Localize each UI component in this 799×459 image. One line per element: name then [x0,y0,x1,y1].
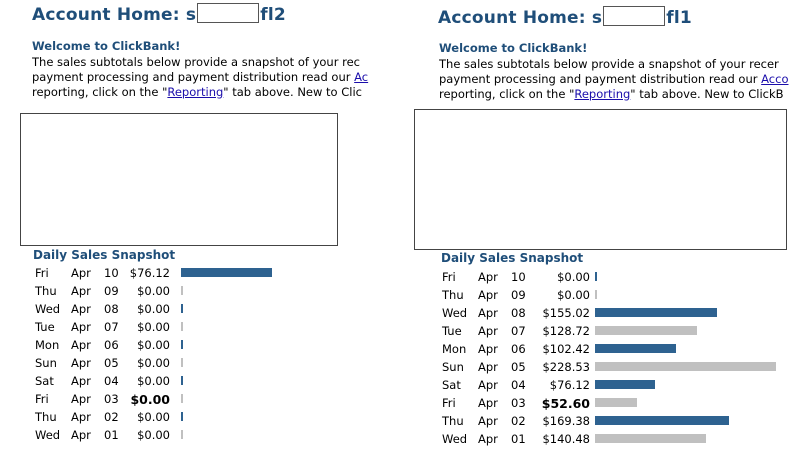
sales-row [442,358,797,376]
row-month: Apr [71,392,91,406]
row-date: 05 [511,360,526,374]
intro-line [439,72,799,87]
row-month: Apr [478,324,498,338]
row-amount: $52.60 [541,396,590,411]
row-day: Sun [442,360,464,374]
sales-bar [181,376,183,385]
snapshot-title: Daily Sales Snapshot [441,251,584,265]
row-day: Tue [442,324,462,338]
row-day: Sat [442,378,461,392]
row-day: Mon [442,342,467,356]
row-month: Apr [71,320,91,334]
sales-bar [181,304,183,313]
page-title [438,8,692,28]
row-month: Apr [71,266,91,280]
row-amount: $0.00 [130,392,170,407]
row-date: 10 [104,266,119,280]
chart-placeholder-box [414,109,787,250]
row-month: Apr [478,306,498,320]
row-date: 10 [511,270,526,284]
row-amount: $76.12 [129,266,170,280]
intro-text [32,55,370,100]
sales-bar [595,398,637,407]
row-month: Apr [71,410,91,424]
intro-line: The sales subtotals below provide a snapshot of your recer [439,57,779,71]
row-day: Mon [35,338,60,352]
snapshot-title: Daily Sales Snapshot [33,248,176,262]
sales-row [35,282,365,300]
row-day: Thu [35,410,57,424]
row-month: Apr [71,302,91,316]
row-date: 02 [511,414,526,428]
intro-line: The sales subtotals below provide a snapshot of your rec [32,55,360,69]
redacted-username [197,3,259,23]
row-amount: $0.00 [137,410,170,424]
daily-sales-list [35,264,365,444]
row-month: Apr [478,270,498,284]
sales-bar [595,326,697,335]
row-day: Sun [35,356,57,370]
row-amount: $155.02 [542,306,590,320]
sales-bar [181,358,183,367]
row-amount: $140.48 [542,432,590,446]
sales-bar [181,268,272,277]
chart-placeholder-box [20,113,338,246]
row-date: 04 [104,374,119,388]
row-date: 01 [104,428,119,442]
row-day: Wed [442,306,468,320]
redacted-username [603,6,665,26]
sales-row [442,340,797,358]
sales-row [35,336,365,354]
row-day: Thu [35,284,57,298]
row-date: 01 [511,432,526,446]
row-day: Fri [35,392,49,406]
sales-row [442,268,797,286]
row-month: Apr [478,414,498,428]
sales-row [442,322,797,340]
account-link[interactable]: Ac [354,70,369,84]
intro-text-segment: payment processing and payment distribution read our [32,70,355,84]
title-suffix: fl1 [666,8,692,28]
intro-text-segment: payment processing and payment distribution read our [439,72,762,86]
title-prefix: Account Home: s [32,5,197,25]
daily-sales-list [442,268,797,448]
reporting-link[interactable]: Reporting [574,87,631,101]
sales-row [35,354,365,372]
row-day: Sat [35,374,54,388]
title-suffix: fl2 [260,5,286,25]
row-day: Wed [442,432,468,446]
sales-row [35,408,365,426]
account-panel-left [0,0,372,459]
row-day: Thu [442,414,464,428]
sales-row [442,394,797,412]
row-month: Apr [478,396,498,410]
row-month: Apr [478,288,498,302]
row-amount: $169.38 [542,414,590,428]
row-day: Wed [35,428,61,442]
row-date: 06 [511,342,526,356]
sales-row [35,300,365,318]
welcome-heading: Welcome to ClickBank! [439,41,588,55]
row-month: Apr [71,374,91,388]
row-amount: $0.00 [137,428,170,442]
sales-row [442,412,797,430]
sales-bar [595,272,597,281]
row-date: 07 [104,320,119,334]
row-month: Apr [71,284,91,298]
row-date: 03 [511,396,526,410]
sales-row [35,390,365,408]
row-month: Apr [478,360,498,374]
row-amount: $0.00 [557,270,590,284]
row-day: Thu [442,288,464,302]
sales-bar [181,412,183,421]
row-amount: $0.00 [557,288,590,302]
row-month: Apr [71,428,91,442]
row-amount: $102.42 [542,342,590,356]
sales-row [442,286,797,304]
intro-line [439,87,799,102]
sales-bar [181,286,183,295]
sales-row [35,264,365,282]
row-amount: $0.00 [137,320,170,334]
page-title [32,5,286,25]
row-day: Fri [442,270,456,284]
row-day: Fri [35,266,49,280]
row-month: Apr [478,342,498,356]
intro-text-segment: reporting, click on the " [32,85,168,99]
intro-text-segment: " tab above. New to Clic [223,85,362,99]
sales-bar [595,416,729,425]
row-amount: $0.00 [137,374,170,388]
sales-bar [595,380,655,389]
row-amount: $0.00 [137,356,170,370]
row-amount: $0.00 [137,284,170,298]
account-link[interactable]: Acco [761,72,789,86]
intro-text [439,57,799,102]
sales-bar [181,394,183,403]
sales-bar [595,434,706,443]
welcome-heading: Welcome to ClickBank! [32,39,181,53]
row-date: 07 [511,324,526,338]
sales-bar [181,322,183,331]
sales-row [35,372,365,390]
row-amount: $0.00 [137,338,170,352]
sales-bar [181,430,183,439]
title-prefix: Account Home: s [438,8,603,28]
row-day: Fri [442,396,456,410]
intro-line [32,85,370,100]
sales-bar [595,344,676,353]
sales-row [442,304,797,322]
row-day: Tue [35,320,55,334]
row-date: 09 [511,288,526,302]
row-date: 02 [104,410,119,424]
account-panel-right [406,0,799,459]
reporting-link[interactable]: Reporting [167,85,224,99]
row-date: 09 [104,284,119,298]
sales-bar [595,362,776,371]
row-month: Apr [71,356,91,370]
row-date: 06 [104,338,119,352]
intro-line [32,70,370,85]
row-amount: $128.72 [542,324,590,338]
row-month: Apr [478,378,498,392]
row-month: Apr [478,432,498,446]
row-date: 05 [104,356,119,370]
row-date: 03 [104,392,119,406]
row-amount: $76.12 [549,378,590,392]
row-day: Wed [35,302,61,316]
sales-bar [595,290,597,299]
sales-row [442,376,797,394]
sales-row [442,430,797,448]
intro-text-segment: " tab above. New to ClickB [630,87,784,101]
sales-bar [181,340,183,349]
sales-row [35,426,365,444]
row-amount: $228.53 [542,360,590,374]
row-date: 04 [511,378,526,392]
row-month: Apr [71,338,91,352]
row-date: 08 [104,302,119,316]
row-amount: $0.00 [137,302,170,316]
intro-text-segment: reporting, click on the " [439,87,575,101]
row-date: 08 [511,306,526,320]
sales-row [35,318,365,336]
sales-bar [595,308,717,317]
